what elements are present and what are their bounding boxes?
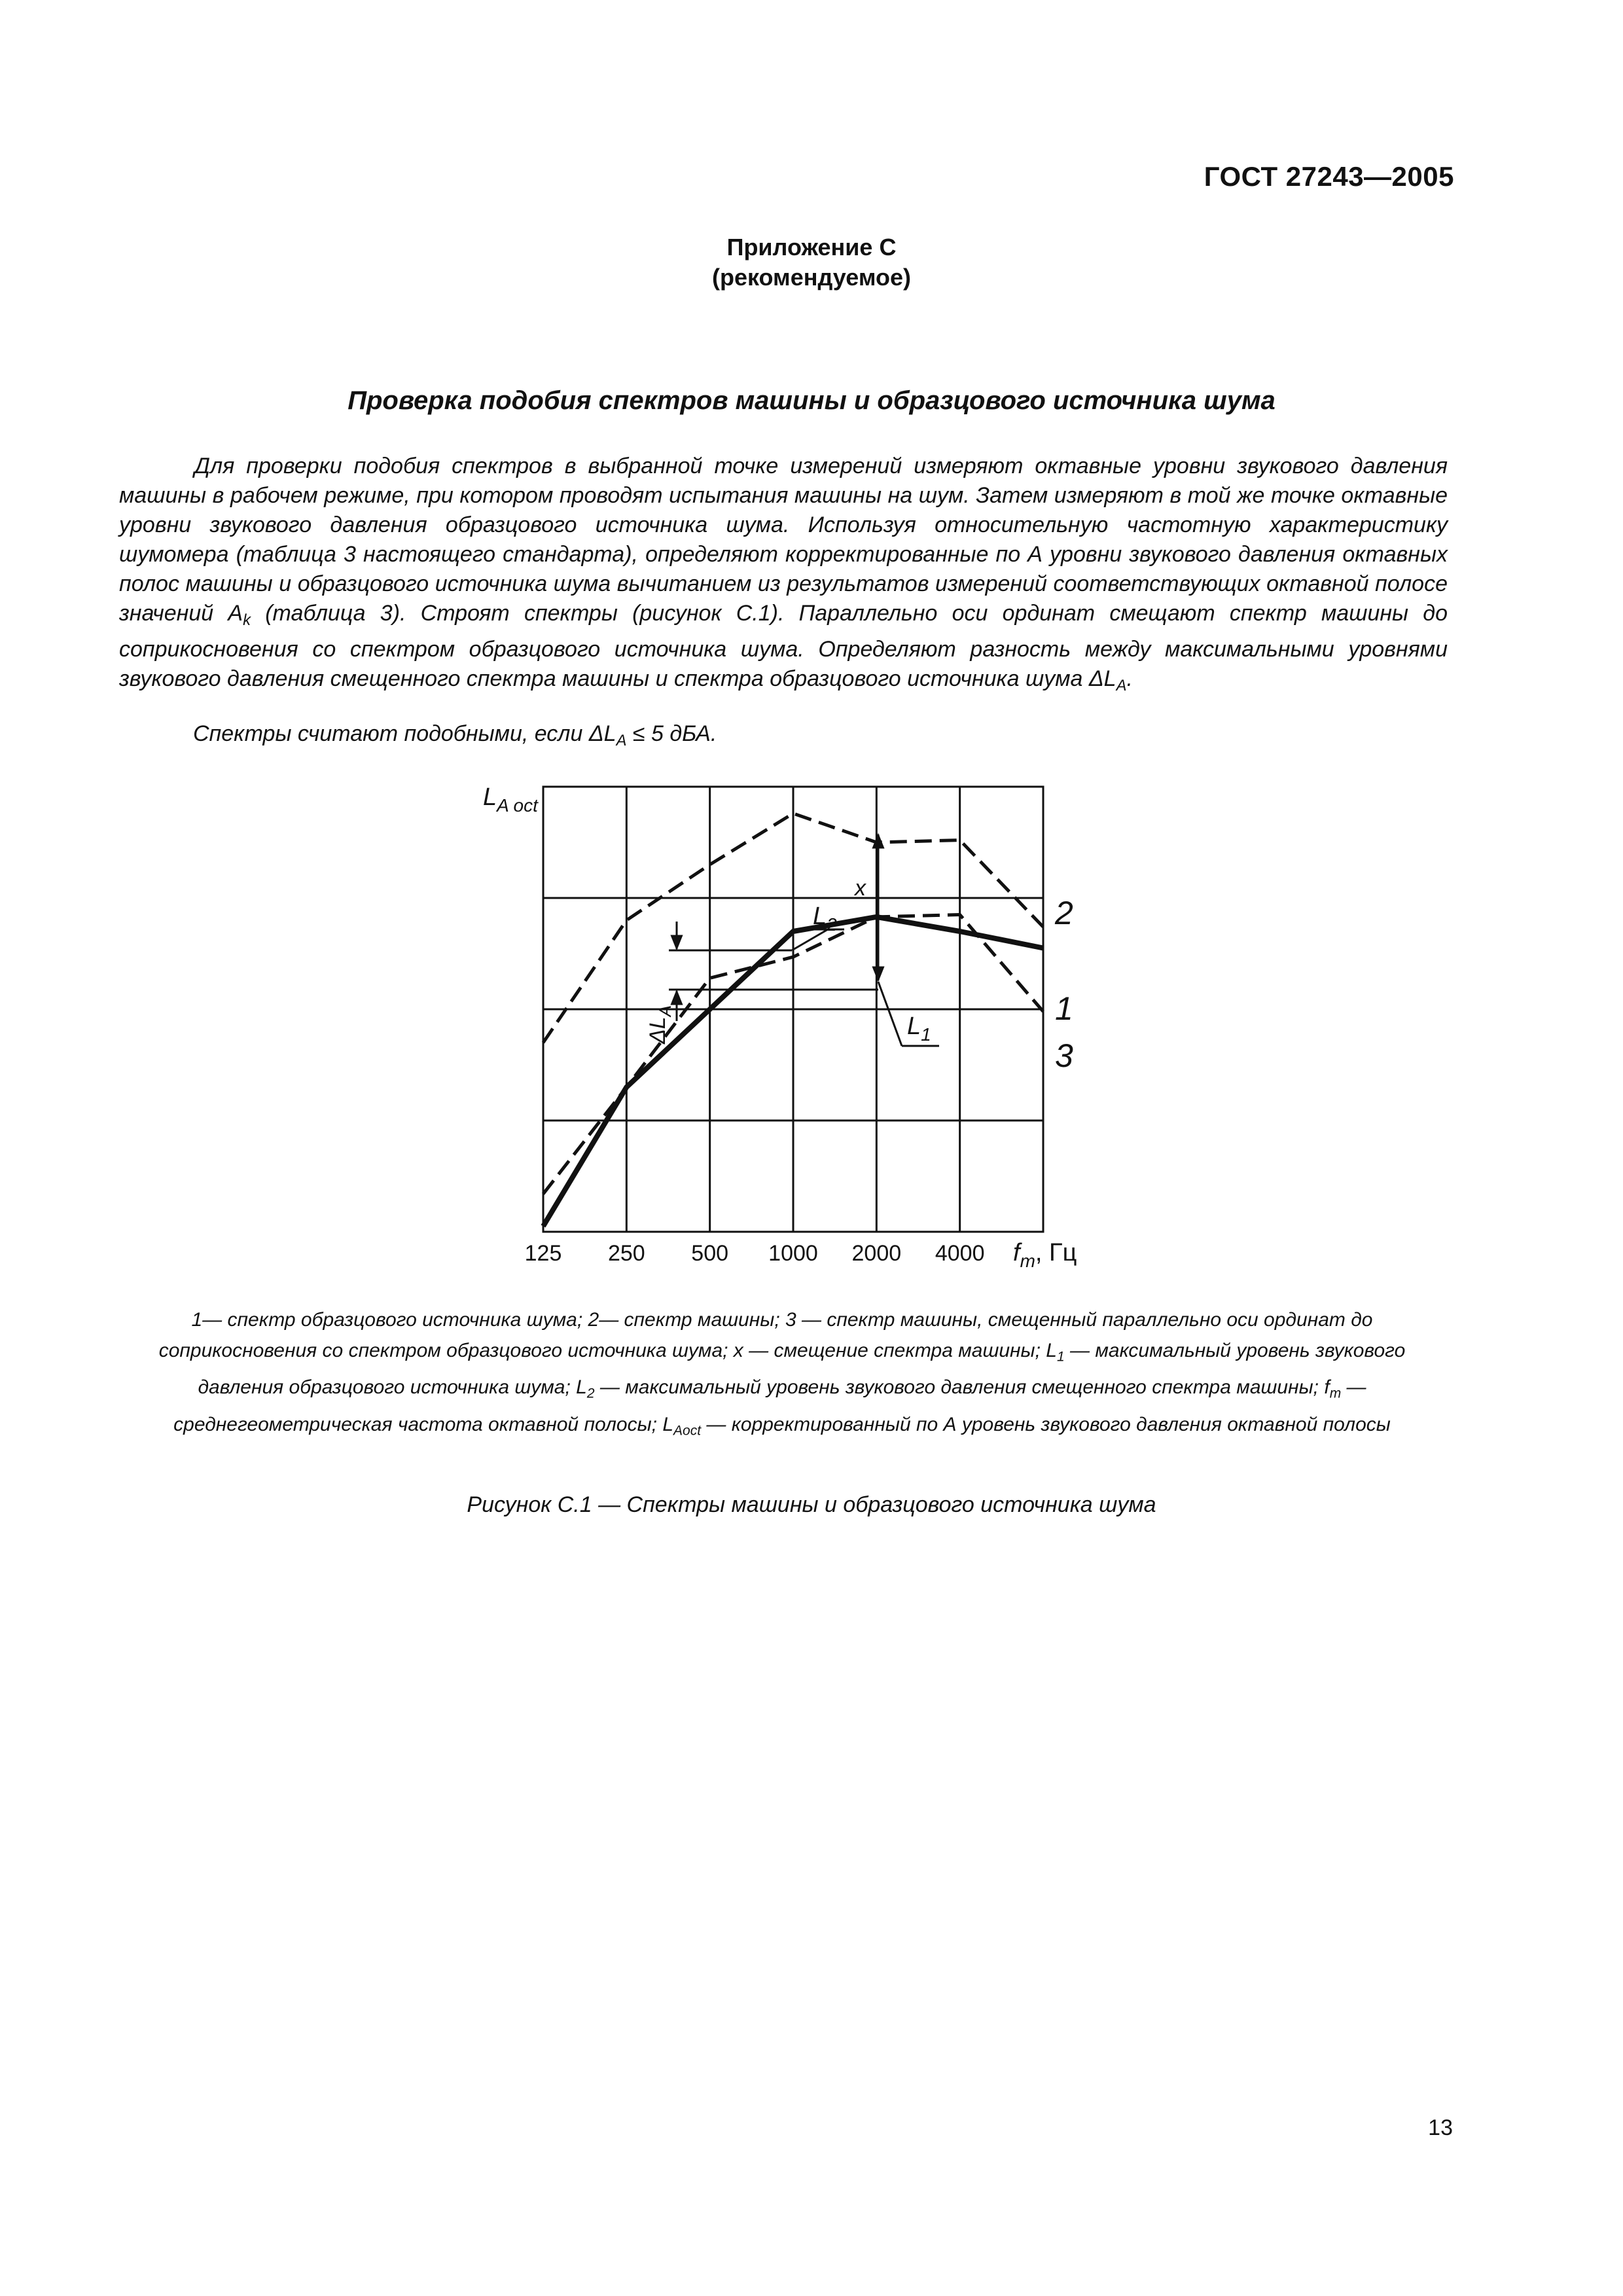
l2-label: $L_2$ [813,903,837,935]
main-paragraph-sub: k [243,611,251,630]
legend-part-2: — максимальный уровень звукового давления образцового источника шума; L [198,1340,1406,1399]
figure-legend [118,1304,1446,1446]
page-number: 13 [1428,2115,1453,2140]
x-tick-label: 250 [607,1241,645,1266]
chart-grid [543,787,1043,1232]
legend-part-5: — корректированный по А уровень звукового давления октавной полосы [701,1413,1391,1435]
series-label-2: 2 [1055,895,1073,931]
legend-part-1: 1— спектр образцового источника шума; 2— спектр машины; 3 — спектр машины, смещенный параллельно оси ординат до соприкосновения со спектром образцового источника шума; x — смещение спектра машины; L [158,1309,1373,1361]
main-paragraph-text: Для проверки подобия спектров в выбранной точке измерений измеряют октавные уровни звукового давления машины в рабочем режиме, при котором проводят испытания машины на шум. Затем измеряют в той же точке октавные уровни звукового давления образцового источника шума. Используя относительную частотную характеристику шумомера (таблица 3 настоящего стандарта), определяют корректированные по А уровни звукового давления октавных полос машины и образцового источника шума вычитанием из результатов измерений соответствующих октавной полосе значений A [119,454,1448,626]
x-tick-label: 500 [691,1241,729,1266]
condition-sub: A [616,732,627,750]
legend-sub-4: Aoct [673,1422,702,1438]
l1-leader [878,982,902,1046]
legend-part-4: — среднегеометрическая частота октавной полосы; L [173,1376,1366,1435]
standard-number: ГОСТ 27243—2005 [1204,161,1454,192]
l1-label: $L_1$ [907,1013,931,1045]
x-tick-label: 125 [524,1241,562,1266]
legend-sub-1: 1 [1056,1349,1065,1365]
main-paragraph-end: . [1126,666,1133,692]
section-title: Проверка подобия спектров машины и образцового источника шума [348,386,1275,415]
x-tick-labels [525,1241,985,1266]
series-label-1: 1 [1055,990,1073,1027]
x-axis-label: $f_m$, Гц [1013,1239,1077,1271]
x-tick-label: 4000 [935,1241,985,1266]
appendix-status: (рекомендуемое) [712,264,911,291]
legend-sub-3: m [1329,1386,1342,1401]
figure-caption: Рисунок С.1 — Спектры машины и образцового источника шума [467,1492,1156,1517]
series-label-3: 3 [1055,1037,1073,1074]
x-tick-label: 1000 [768,1241,818,1266]
series-labels [1054,895,1073,1074]
shift-label: x [855,876,866,901]
legend-sub-2: 2 [586,1386,595,1401]
legend-part-3: — максимальный уровень звукового давления смещенного спектра машины; f [594,1376,1330,1399]
condition-text: Спектры считают подобными, если ΔL [193,721,616,746]
x-tick-label: 2000 [851,1241,902,1266]
y-axis-label: $L_{A oct}$ [483,783,538,816]
condition-tail: ≤ 5 дБА. [626,721,717,746]
appendix-label: Приложение С [726,234,897,260]
dla-label: $\Delta L_A$ [645,1005,675,1044]
main-paragraph-sub-2: A [1116,677,1127,695]
main-paragraph-text-2: (таблица 3). Строят спектры (рисунок С.1). Параллельно оси ординат смещают спектр машины до соприкосновения со спектром образцового источника шума. Определяют разность между максимальными уровнями звукового давления смещенного спектра машины и спектра образцового источника шума ΔL [119,601,1448,692]
